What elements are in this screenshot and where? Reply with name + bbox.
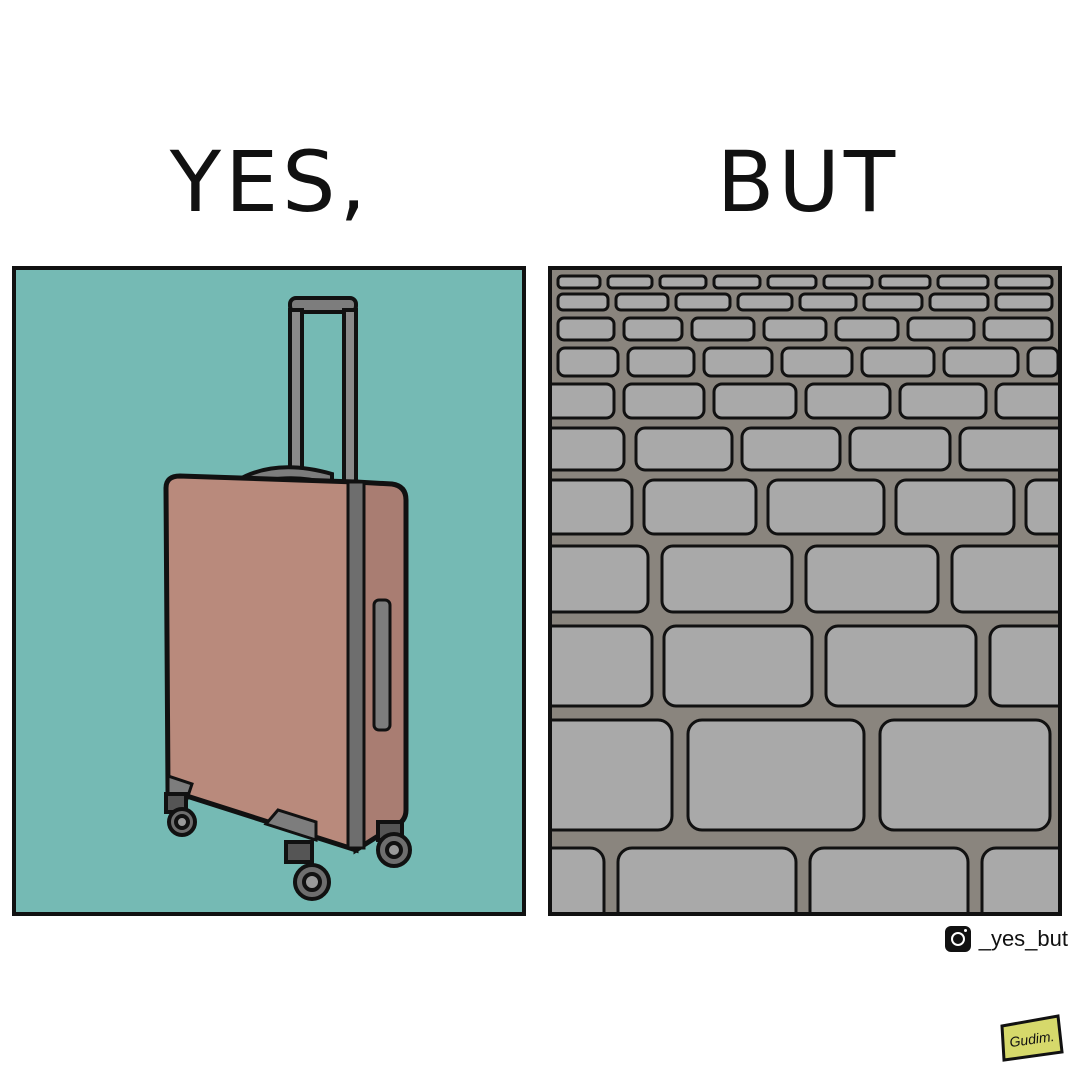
svg-text:Gudim.: Gudim. xyxy=(1008,1027,1056,1051)
artist-signature xyxy=(996,1006,1066,1066)
but-heading: BUT xyxy=(716,133,900,231)
cobblestone-road xyxy=(552,270,1058,912)
credit xyxy=(945,926,1068,952)
credit-handle: _yes_but xyxy=(978,926,1068,951)
suitcase-illustration xyxy=(16,270,522,912)
instagram-icon xyxy=(945,926,971,952)
suitcase-panel xyxy=(12,266,526,916)
yes-heading: YES, xyxy=(169,133,371,231)
cobblestone-panel xyxy=(548,266,1062,916)
